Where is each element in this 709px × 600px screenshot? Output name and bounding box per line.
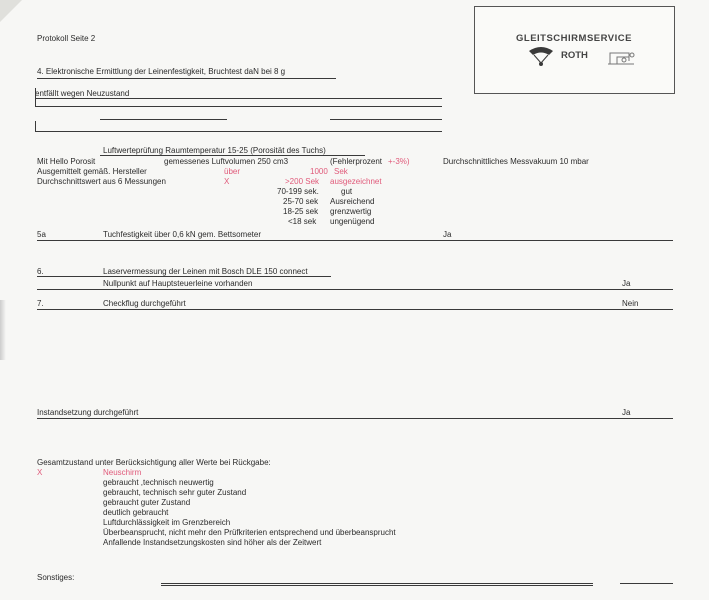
section7-title: Checkflug durchgeführt	[103, 299, 186, 308]
logo-sub: ROTH	[561, 50, 588, 61]
scale-range: 18-25 sek	[283, 207, 319, 216]
section6-title: Laservermessung der Leinen mit Bosch DLE 150 connect	[103, 267, 308, 276]
section7-value: Nein	[622, 299, 639, 308]
gesamt-option: gebraucht guter Zustand	[103, 498, 191, 507]
logo-title: GLEITSCHIRMSERVICE	[516, 33, 632, 44]
section4-note: entfällt wegen Neuzustand	[35, 89, 130, 98]
gesamt-option: deutlich gebraucht	[103, 508, 169, 517]
form-line	[35, 98, 442, 99]
section5a-title: Tuchfestigkeit über 0,6 kN gem. Bettsometer	[103, 230, 261, 239]
section6-sub: Nullpunkt auf Hauptsteuerleine vorhanden	[103, 279, 253, 288]
paraglider-icon	[527, 45, 555, 67]
page-corner-fold	[0, 0, 22, 22]
scale-rating: gut	[341, 187, 353, 196]
luft-row3-x: X	[224, 177, 230, 186]
luft-row1-c: (Fehlerprozent	[330, 157, 383, 166]
luft-row2-d: Sek	[334, 167, 348, 176]
luft-underline	[100, 155, 365, 156]
scale-range: 25-70 sek	[283, 197, 319, 206]
gesamt-option: Anfallende Instandsetzungskosten sind höher als der Zeitwert	[103, 538, 322, 547]
section4-title: 4. Elektronische Ermittlung der Leinenfestigkeit, Bruchtest daN bei 8 g	[37, 67, 286, 76]
gesamt-option: gebraucht ,technisch neuwertig	[103, 478, 214, 487]
sonstiges-label: Sonstiges:	[37, 573, 75, 582]
section7-num: 7.	[37, 299, 44, 308]
gesamt-option: gebraucht, technisch sehr guter Zustand	[103, 488, 247, 497]
sewing-machine-icon	[605, 47, 637, 67]
section6-num: 6.	[37, 267, 44, 276]
section6-value: Ja	[622, 279, 631, 288]
row-line	[37, 289, 673, 290]
sonstiges-line	[620, 583, 673, 584]
instand-title: Instandsetzung durchgeführt	[37, 408, 139, 417]
scale-range: <18 sek	[288, 217, 317, 226]
gesamt-option: Überbeansprucht, nicht mehr den Prüfkriterien entsprechend und überbeansprucht	[103, 528, 396, 537]
gesamt-title: Gesamtzustand unter Berücksichtigung aller Werte bei Rückgabe:	[37, 458, 271, 467]
company-logo-box	[474, 6, 675, 94]
form-border	[35, 88, 36, 106]
form-line	[35, 106, 442, 107]
luft-row1-b: gemessenes Luftvolumen 250 cm3	[164, 157, 289, 166]
form-border	[35, 121, 36, 131]
luft-row2-b: über	[224, 167, 241, 176]
luft-row2-a: Ausgemittelt gemäß. Hersteller	[37, 167, 147, 176]
scale-rating: ungenügend	[330, 217, 375, 226]
luft-row1-d: Durchschnittliches Messvakuum 10 mbar	[443, 157, 589, 166]
form-line	[330, 119, 442, 120]
sonstiges-line	[161, 585, 593, 586]
instand-value: Ja	[622, 408, 631, 417]
luft-title: Luftwerteprüfung Raumtemperatur 15-25 (Porosität des Tuchs)	[103, 146, 326, 155]
scale-rating: Ausreichend	[330, 197, 375, 206]
scan-shadow	[0, 300, 6, 360]
scale-rating: grenzwertig	[330, 207, 372, 216]
scale-range: 70-199 sek.	[277, 187, 319, 196]
row-line	[37, 309, 673, 310]
section4-underline	[37, 78, 336, 79]
form-line	[35, 131, 442, 132]
luft-row1-c2: +-3%)	[388, 157, 410, 166]
gesamt-option: Luftdurchlässigkeit im Grenzbereich	[103, 518, 231, 527]
scale-range: >200 Sek	[285, 177, 320, 186]
row-line	[37, 240, 673, 241]
form-line	[100, 119, 227, 120]
section5a-num: 5a	[37, 230, 46, 239]
section5a-value: Ja	[443, 230, 452, 239]
scale-rating: ausgezeichnet	[330, 177, 382, 186]
gesamt-x-mark: X	[37, 468, 43, 477]
sonstiges-line	[161, 583, 593, 584]
page-label: Protokoll Seite 2	[37, 34, 96, 43]
gesamt-option: Neuschirm	[103, 468, 142, 477]
section6-underline	[37, 276, 331, 277]
row-line	[37, 418, 673, 419]
luft-row1-a: Mit Hello Porosit	[37, 157, 96, 166]
luft-row3-a: Durchschnittswert aus 6 Messungen	[37, 177, 166, 186]
luft-row2-c: 1000	[310, 167, 328, 176]
